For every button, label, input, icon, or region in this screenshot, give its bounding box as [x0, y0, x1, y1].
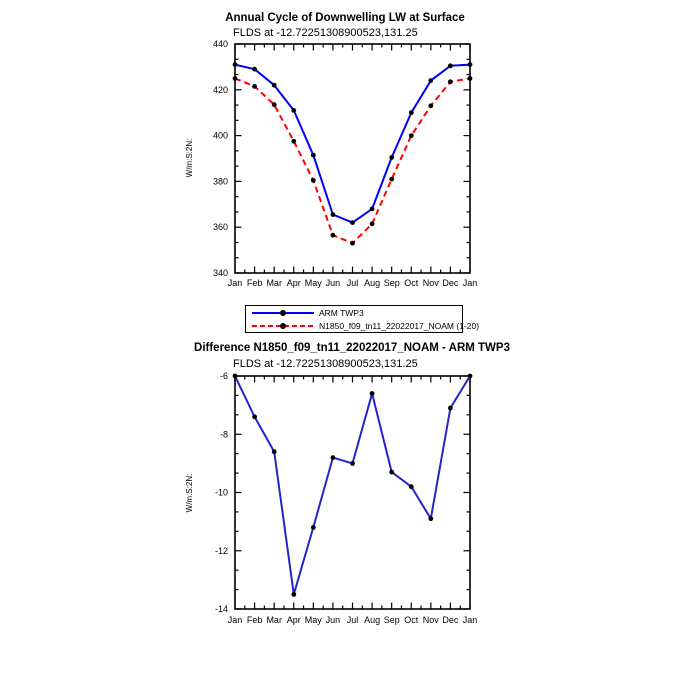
- series-line-0: [235, 376, 470, 594]
- svg-text:Sep: Sep: [383, 278, 400, 288]
- legend-label: N1850_f09_tn11_22022017_NOAM (1-20): [319, 320, 480, 331]
- svg-text:Jul: Jul: [346, 615, 359, 625]
- series-line-1: [235, 78, 470, 243]
- blue-solid-line-icon: [252, 306, 314, 319]
- top-chart-title: Annual Cycle of Downwelling LW at Surface: [225, 12, 465, 24]
- top-chart-y-axis-label: W/m:S:2N:: [185, 138, 194, 178]
- legend: [245, 305, 480, 333]
- svg-text:-10: -10: [214, 487, 228, 498]
- svg-text:Jun: Jun: [325, 278, 341, 288]
- top-chart-subtitle: FLDS at -12.72251308900523,131.25: [233, 27, 418, 39]
- svg-text:420: 420: [212, 84, 228, 95]
- svg-text:Apr: Apr: [286, 278, 301, 288]
- svg-text:Nov: Nov: [422, 615, 439, 625]
- svg-text:-6: -6: [219, 371, 228, 381]
- red-dashed-line-icon: [252, 319, 314, 332]
- x-tick-labels: [228, 615, 478, 625]
- svg-text:Dec: Dec: [442, 278, 459, 288]
- svg-text:May: May: [304, 615, 322, 625]
- legend-entry-n1850: [246, 319, 480, 332]
- svg-text:Feb: Feb: [246, 278, 263, 288]
- bottom-chart-title: Difference N1850_f09_tn11_22022017_NOAM - ARM TWP3: [194, 342, 510, 354]
- svg-text:440: 440: [212, 39, 228, 49]
- bottom-chart-plot: [180, 366, 492, 662]
- svg-text:May: May: [304, 278, 322, 288]
- svg-text:Aug: Aug: [364, 278, 381, 288]
- svg-text:Oct: Oct: [404, 615, 419, 625]
- svg-text:Apr: Apr: [286, 615, 301, 625]
- bottom-chart-subtitle: FLDS at -12.72251308900523,131.25: [233, 358, 418, 370]
- svg-text:Jun: Jun: [325, 615, 341, 625]
- y-tick-labels: [215, 371, 228, 614]
- svg-text:Dec: Dec: [442, 615, 459, 625]
- series-markers-0: [233, 62, 473, 225]
- series-markers-1: [233, 76, 473, 246]
- legend-entry-arm-twp3: [246, 306, 462, 319]
- svg-text:Mar: Mar: [266, 615, 282, 625]
- svg-text:340: 340: [212, 268, 228, 278]
- svg-text:360: 360: [212, 222, 228, 233]
- svg-text:Aug: Aug: [364, 615, 381, 625]
- svg-text:Jul: Jul: [346, 278, 359, 288]
- svg-text:Jan: Jan: [462, 615, 478, 625]
- bottom-chart-y-axis-label: W/m:S:2N:: [185, 473, 194, 513]
- series-line-0: [235, 65, 470, 223]
- svg-text:-14: -14: [214, 604, 228, 614]
- svg-text:Jan: Jan: [227, 278, 243, 288]
- svg-text:Oct: Oct: [404, 278, 419, 288]
- svg-text:-12: -12: [214, 545, 228, 556]
- svg-text:380: 380: [212, 176, 228, 187]
- svg-text:Mar: Mar: [266, 278, 282, 288]
- top-chart-plot: [180, 34, 492, 296]
- svg-text:400: 400: [212, 130, 228, 141]
- x-tick-labels: [228, 278, 478, 288]
- svg-text:-8: -8: [219, 429, 228, 440]
- y-tick-labels: [213, 39, 228, 278]
- svg-text:Sep: Sep: [383, 615, 400, 625]
- svg-text:Feb: Feb: [246, 615, 263, 625]
- svg-text:Jan: Jan: [227, 615, 243, 625]
- svg-text:Nov: Nov: [422, 278, 439, 288]
- legend-label: ARM TWP3: [319, 307, 364, 318]
- svg-text:Jan: Jan: [462, 278, 478, 288]
